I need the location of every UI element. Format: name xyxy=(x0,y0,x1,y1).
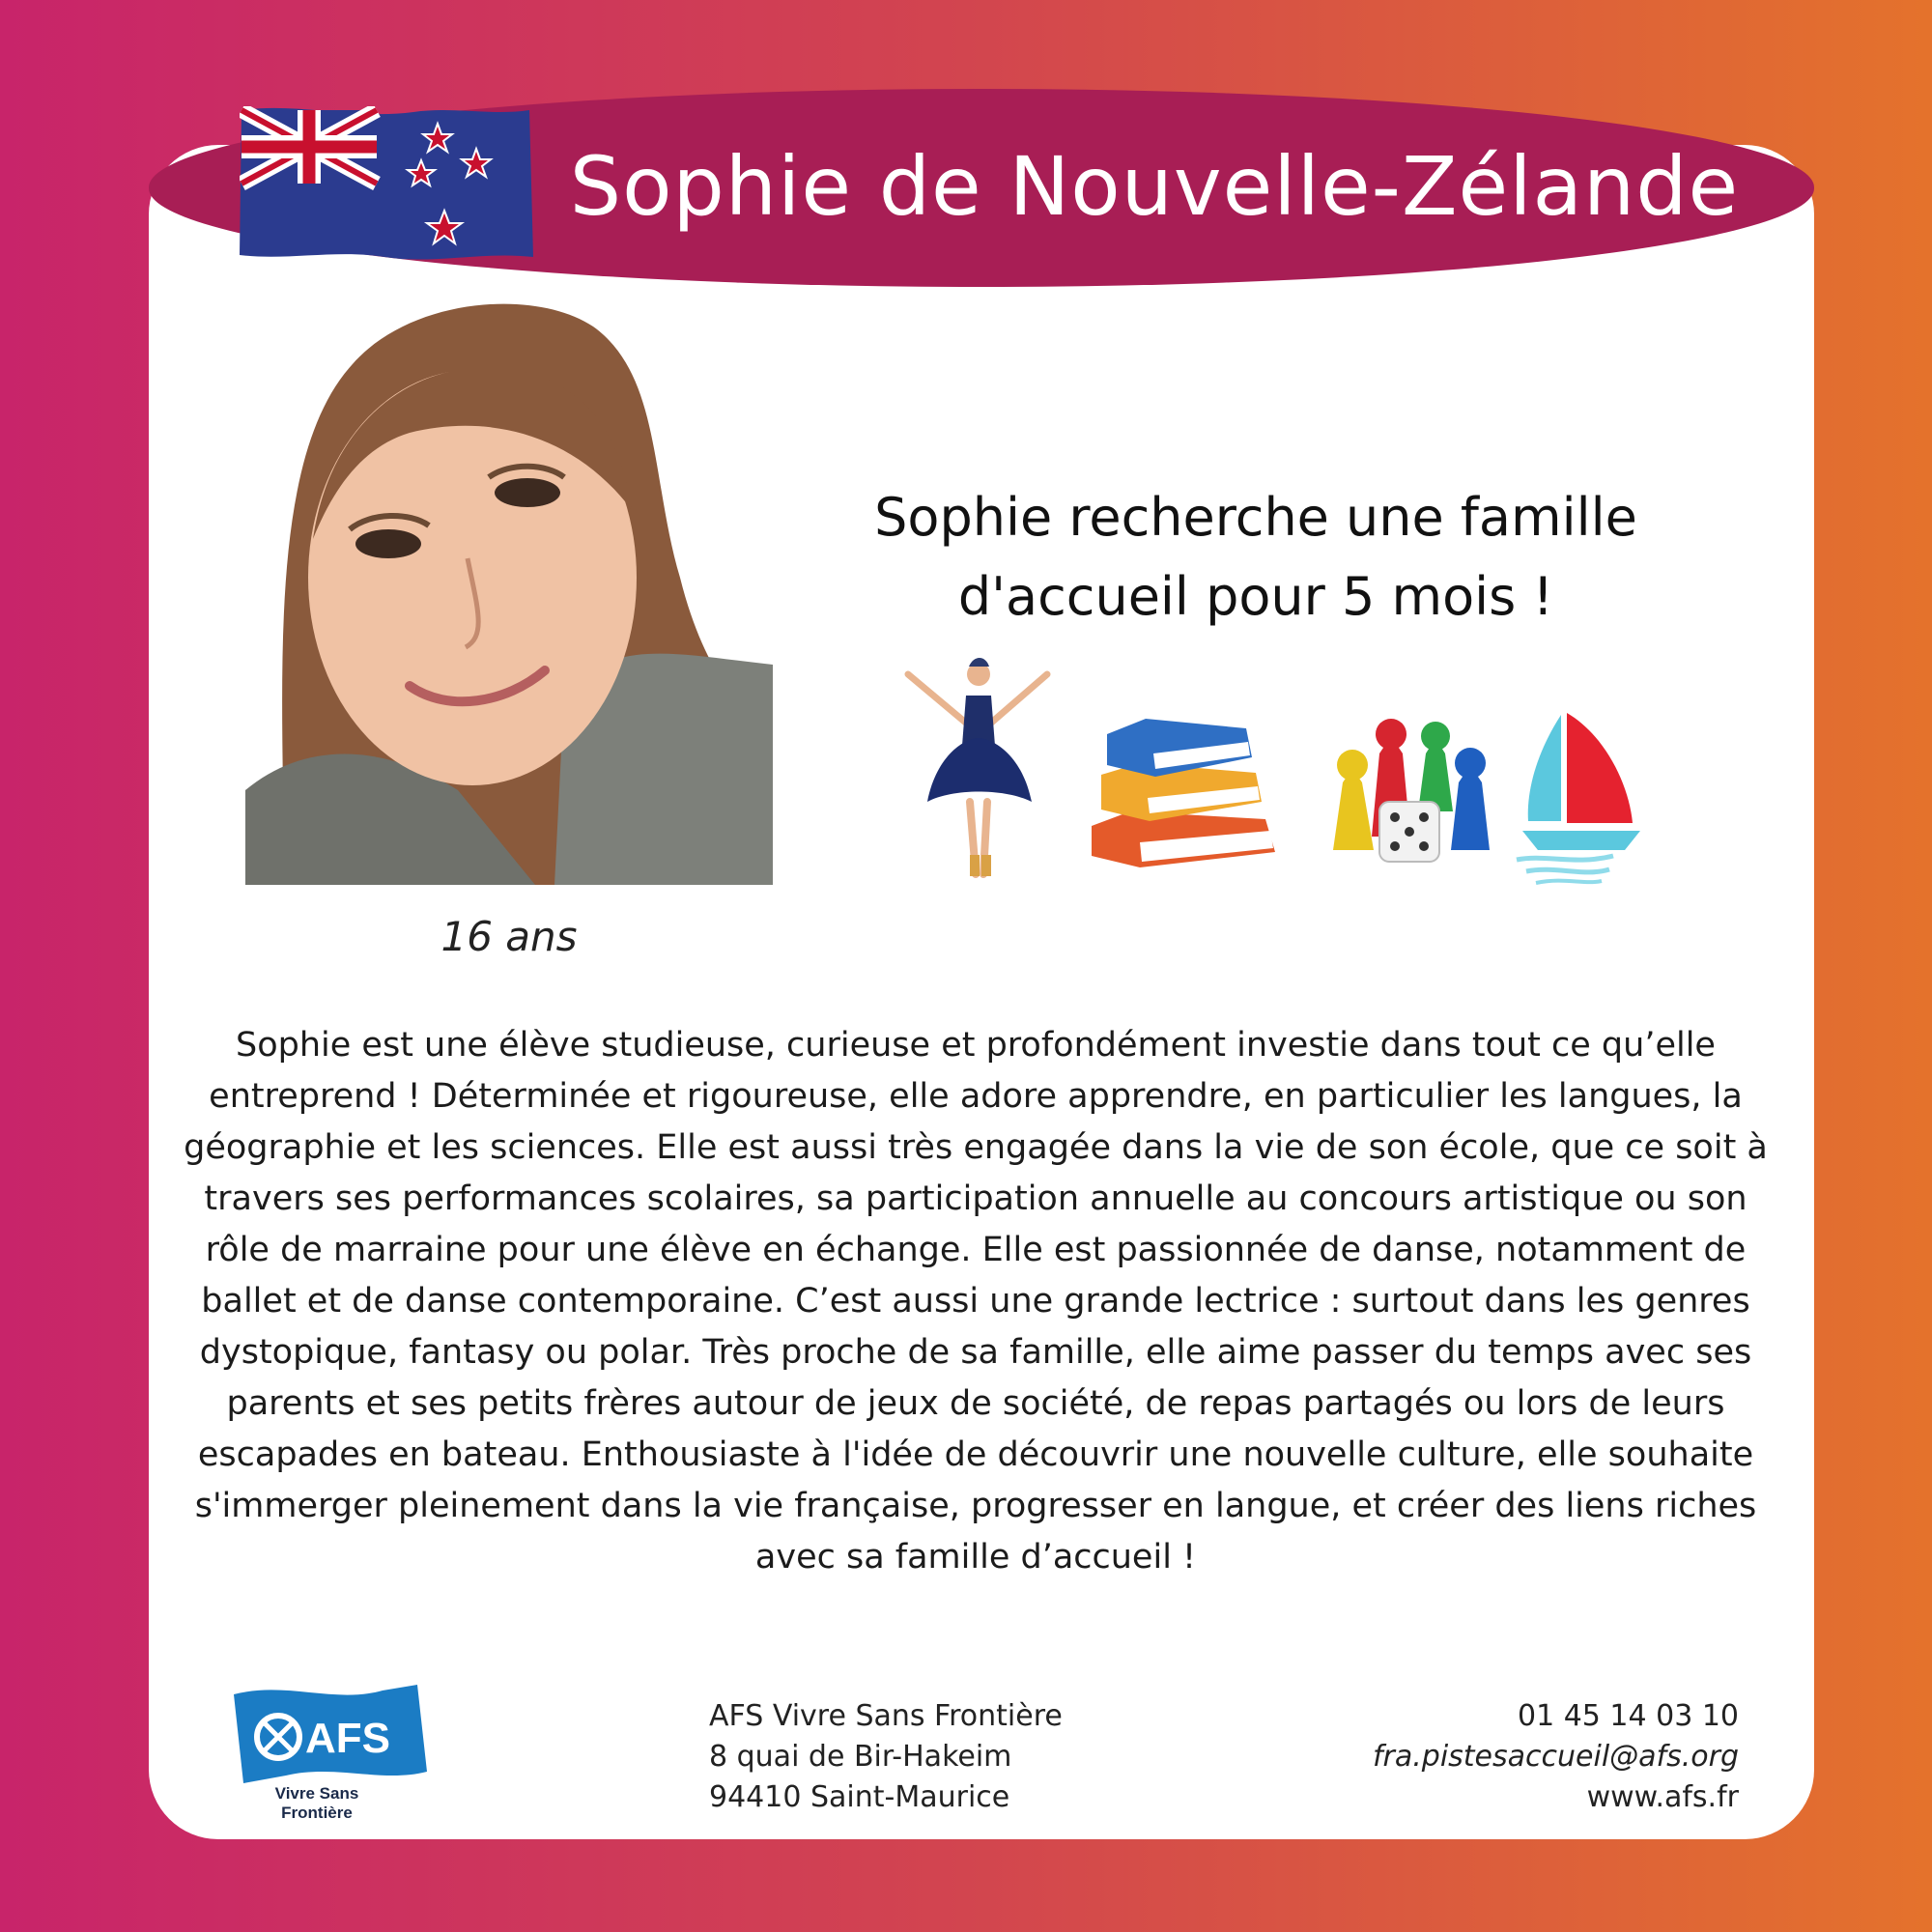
new-zealand-flag-icon xyxy=(240,106,533,261)
sailboat-icon xyxy=(1517,713,1640,883)
logo-subtitle-2: Frontière xyxy=(281,1804,353,1822)
board-game-icon xyxy=(1333,719,1490,862)
afs-logo[interactable] xyxy=(228,1683,429,1828)
bio-text: Sophie est une élève studieuse, curieuse et profondément investie dans tout ce qu’elle entreprend ! Déterminée et rigoureuse, elle adore apprendre, en particulier les langues, la géographie et les sciences. Elle est aussi très engagée dans la vie de son école, que ce soit à travers ses performances scolaires, sa participation annuelle au concours artistique ou son rôle de marraine pour une élève en échange. Elle est passionnée de danse, notamment de ballet et de danse contemporaine. C’est aussi une grande lectrice : surtout dans les genres dystopique, fantasy ou polar. Très proche de sa famille, elle aime passer du temps avec ses parents et ses petits frères autour de jeux de société, de repas partagés ou lors de leurs escapades en bateau. Enthousiaste à l'idée de découvrir une nouvelle culture, elle souhaite s'immerger pleinement dans la vie française, progresser en langue, et créer des liens riches avec sa famille d’accueil ! xyxy=(184,1026,1768,1577)
student-photo xyxy=(245,288,773,885)
student-age: 16 ans xyxy=(440,913,578,960)
street-address: 8 quai de Bir-Hakeim xyxy=(709,1740,1012,1774)
books-icon xyxy=(1092,719,1275,867)
headline xyxy=(792,478,1719,637)
org-name: AFS Vivre Sans Frontière xyxy=(709,1699,1063,1733)
headline-line-1: Sophie recherche une famille xyxy=(874,487,1637,548)
contact-info xyxy=(1256,1696,1739,1818)
headline-line-2: d'accueil pour 5 mois ! xyxy=(957,566,1554,627)
page-title: Sophie de Nouvelle-Zélande xyxy=(569,139,1740,234)
logo-text: AFS xyxy=(305,1715,390,1762)
ballet-dancer-icon xyxy=(908,658,1047,876)
postal-address xyxy=(709,1696,1289,1818)
website-link[interactable]: www.afs.fr xyxy=(1586,1780,1739,1814)
logo-subtitle-1: Vivre Sans xyxy=(274,1784,359,1803)
email-link[interactable]: fra.pistesaccueil@afs.org xyxy=(1372,1740,1739,1774)
city-address: 94410 Saint-Maurice xyxy=(709,1780,1010,1814)
hobby-icons xyxy=(898,657,1652,889)
phone-number[interactable]: 01 45 14 03 10 xyxy=(1517,1699,1739,1733)
